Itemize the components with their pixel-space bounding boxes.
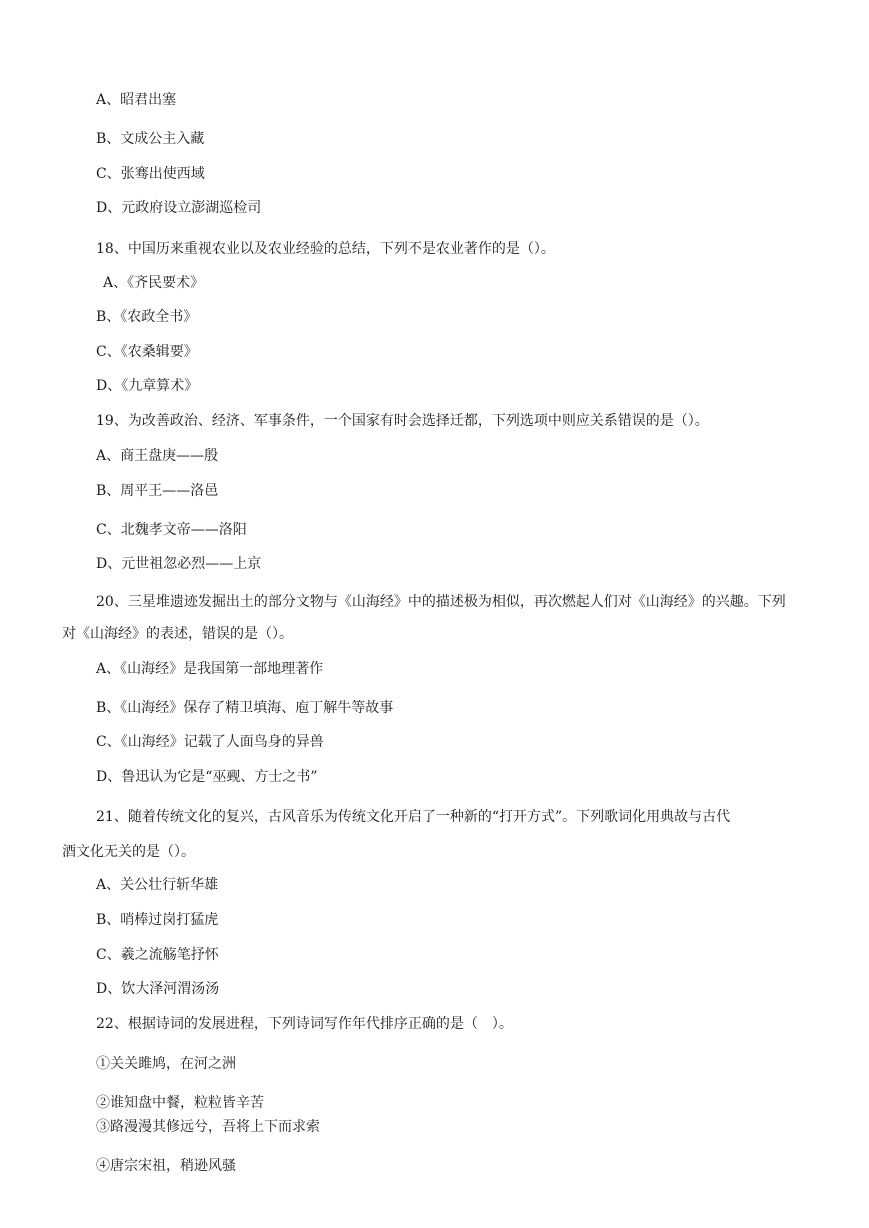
q22-item-4: ④唐宗宋祖，稍逊风骚 bbox=[96, 1158, 236, 1174]
q21-option-d: D、饮大泽河渭汤汤 bbox=[96, 981, 220, 997]
q18-option-c: C、《农桑辑要》 bbox=[96, 344, 198, 360]
question-21: 21、随着传统文化的复兴，古风音乐为传统文化开启了一种新的“打开方式”。下列歌词化用典故与古代 bbox=[96, 809, 731, 825]
question-22: 22、根据诗词的发展进程，下列诗词写作年代排序正确的是（ ）。 bbox=[96, 1016, 513, 1032]
q19-option-c: C、北魏孝文帝——洛阳 bbox=[96, 522, 247, 538]
question-19: 19、为改善政治、经济、军事条件，一个国家有时会选择迁都，下列选项中则应关系错误的是（）。 bbox=[96, 413, 709, 429]
q20-option-b: B、《山海经》保存了精卫填海、庖丁解牛等故事 bbox=[96, 700, 394, 716]
q17-option-c: C、张骞出使西域 bbox=[96, 166, 205, 182]
q20-option-d: D、鲁迅认为它是“巫觋、方士之书” bbox=[96, 769, 318, 785]
q21-option-c: C、羲之流觞笔抒怀 bbox=[96, 947, 219, 963]
q19-option-b: B、周平王——洛邑 bbox=[96, 483, 219, 499]
q18-option-b: B、《农政全书》 bbox=[96, 309, 198, 325]
q20-option-c: C、《山海经》记载了人面鸟身的异兽 bbox=[96, 734, 324, 750]
q17-option-d: D、元政府设立澎湖巡检司 bbox=[96, 200, 262, 216]
q19-option-a: A、商王盘庚——殷 bbox=[96, 448, 219, 464]
question-20-continued: 对《山海经》的表述，错误的是（）。 bbox=[62, 626, 293, 642]
question-18: 18、中国历来重视农业以及农业经验的总结，下列不是农业著作的是（）。 bbox=[96, 241, 555, 257]
q22-item-2: ②谁知盘中餐，粒粒皆辛苦 bbox=[96, 1095, 264, 1111]
q22-item-1: ①关关雎鸠，在河之洲 bbox=[96, 1056, 236, 1072]
question-20: 20、三星堆遗迹发掘出土的部分文物与《山海经》中的描述极为相似，再次燃起人们对《山海经》的兴趣。下列 bbox=[96, 594, 786, 610]
q21-option-b: B、哨棒过岗打猛虎 bbox=[96, 912, 219, 928]
q17-option-b: B、文成公主入藏 bbox=[96, 131, 205, 147]
q18-option-a: A、《齐民要术》 bbox=[103, 275, 205, 291]
question-21-continued: 酒文化无关的是（）。 bbox=[62, 844, 195, 860]
q18-option-d: D、《九章算术》 bbox=[96, 378, 199, 394]
q20-option-a: A、《山海经》是我国第一部地理著作 bbox=[96, 661, 324, 677]
q19-option-d: D、元世祖忽必烈——上京 bbox=[96, 556, 262, 572]
q17-option-a: A、昭君出塞 bbox=[96, 92, 177, 108]
q21-option-a: A、关公壮行斩华雄 bbox=[96, 877, 219, 893]
q22-item-3: ③路漫漫其修远兮，吾将上下而求索 bbox=[96, 1119, 320, 1135]
